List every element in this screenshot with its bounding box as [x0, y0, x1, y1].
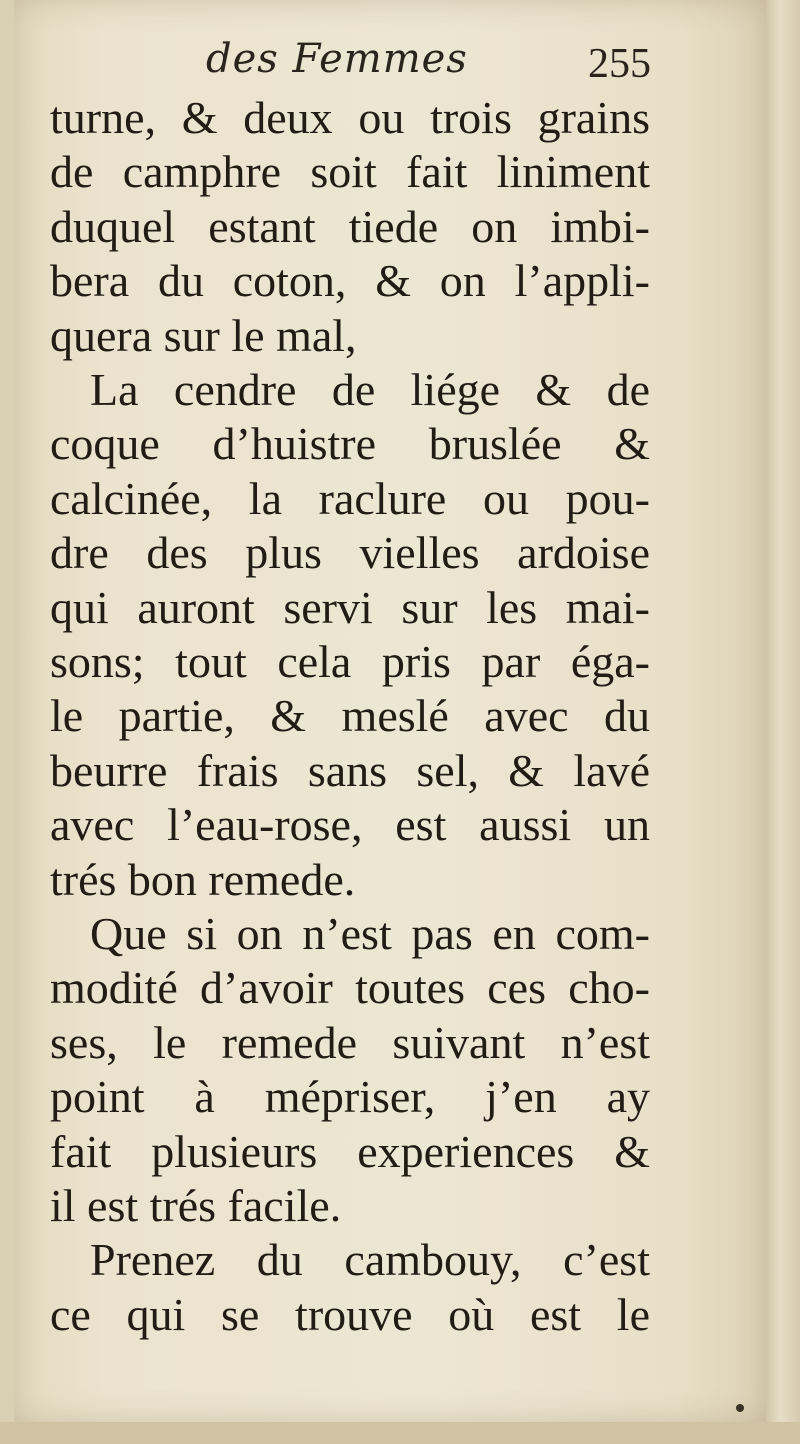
page-number: 255 [588, 41, 651, 87]
text-line: beurre frais sans sel, & lavé [50, 745, 650, 796]
text-line: point à mépriser, j’en ay [50, 1071, 650, 1122]
paragraph-start-line: Prenez du cambouy, c’est [90, 1234, 650, 1285]
text-line: ses, le remede suivant n’est [50, 1017, 650, 1068]
text-line: turne, & deux ou trois grains [50, 92, 650, 143]
text-line: calcinée, la raclure ou pou- [50, 473, 650, 524]
text-line: sons; tout cela pris par éga- [50, 636, 650, 687]
text-line: duquel estant tiede on imbi- [50, 201, 650, 252]
text-line: avec l’eau-rose, est aussi un [50, 799, 650, 850]
text-line: coque d’huistre bruslée & [50, 418, 650, 469]
text-line: qui auront servi sur les mai- [50, 582, 650, 633]
ink-speck [736, 1404, 744, 1412]
running-head: des Femmes [206, 36, 468, 82]
text-line: il est trés facile. [50, 1180, 342, 1231]
text-line: de camphre soit fait liniment [50, 146, 650, 197]
text-line: ce qui se trouve où est le [50, 1289, 650, 1340]
paragraph-start-line: Que si on n’est pas en com- [90, 908, 650, 959]
paragraph-start-line: La cendre de liége & de [90, 364, 650, 415]
text-line: le partie, & meslé avec du [50, 690, 650, 741]
text-line: fait plusieurs experiences & [50, 1126, 650, 1177]
text-line: quera sur le mal, [50, 310, 357, 361]
text-line: trés bon remede. [50, 854, 356, 905]
text-line: bera du coton, & on l’appli- [50, 255, 650, 306]
text-line: modité d’avoir toutes ces cho- [50, 962, 650, 1013]
text-line: dre des plus vielles ardoise [50, 527, 650, 578]
